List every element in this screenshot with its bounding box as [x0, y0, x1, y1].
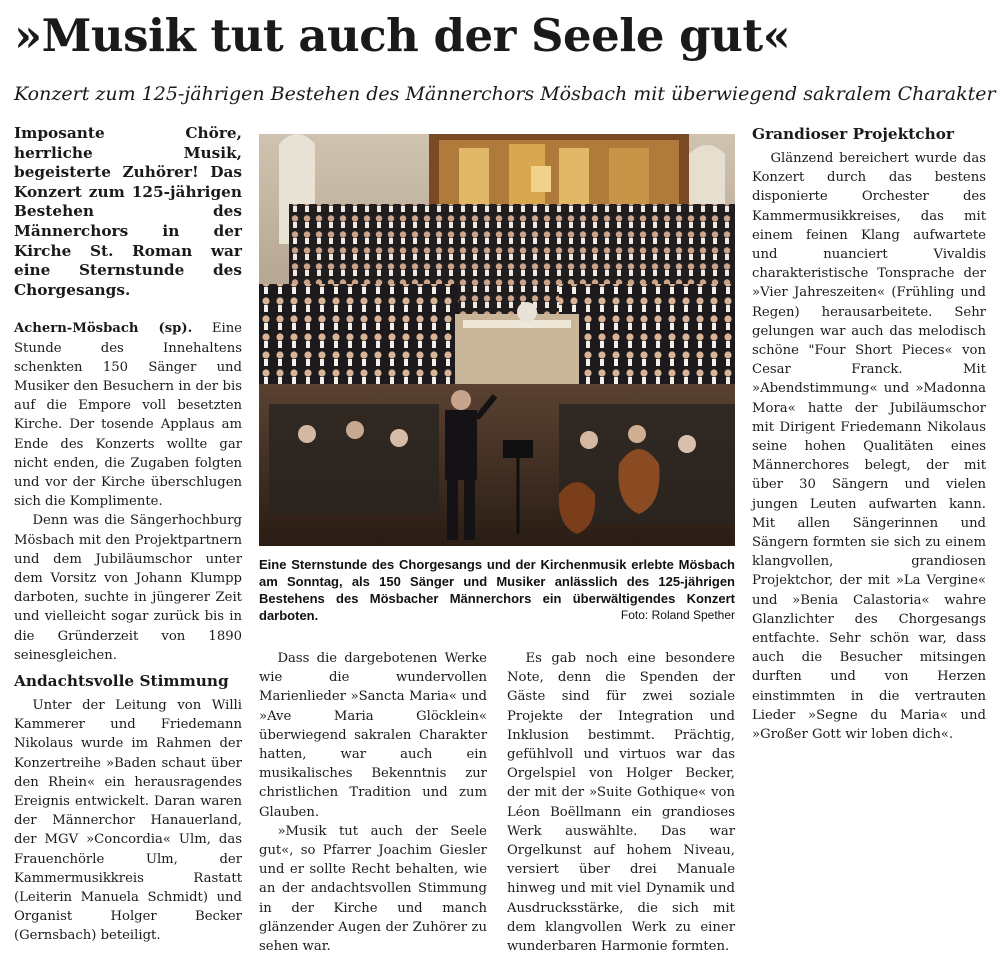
concert-photo: [259, 134, 735, 546]
paragraph-3: Unter der Leitung von Willi Kammerer und Friedemann Nikolaus wurde im Rahmen der Konzertreihe »Baden schaut über den Rhein« ein herausragendes Ereignis entwickelt. Daran waren der Männerchor Hanauerland, der MGV »Concordia« Ulm, das Frauenchörle Ulm, der Kammermusikkreis Rastatt (Leiterin Manuela Schmidt) und Organist Holger Becker (Gernsbach) beteiligt.: [14, 698, 242, 944]
article-column-4: [752, 124, 986, 874]
paragraph-1-text: Eine Stunde des Innehaltens schenkten 150 Sänger und Musiker den Besuchern in der bis auf die Empore voll besetzten Kirche. Der tosende Applaus am Ende des Konzerts wollte gar nicht enden, die Zugaben folgten und vor der Kirche überschlugen sich die Komplimente.: [14, 321, 242, 510]
lead-paragraph: Imposante Chöre, herrliche Musik, begeisterte Zuhörer! Das Konzert zum 125-jährigen Bestehen des Männerchors in der Kirche St. Roman war eine Sternstunde des Chorgesangs.: [14, 124, 242, 299]
photo-credit: Foto: Roland Spether: [620, 608, 735, 622]
paragraph-4: Dass die dargebotenen Werke wie die wundervollen Marienlieder »Sancta Maria« und »Ave Maria Glöcklein« überwiegend sakralen Charakter hatten, war auch ein musikalisches Bekenntnis zur christlichen Tradition und zum Glauben.: [259, 651, 487, 820]
photo-caption: [259, 556, 735, 624]
caption-text: Eine Sternstunde des Chorgesangs und der Kirchenmusik erlebte Mösbach am Sonntag, als 150 Sänger und Musiker anlässlich des 125-jährigen Bestehens des Mösbacher Männerchors ein überwältigendes Konzert darboten.: [259, 557, 735, 623]
subhead-andachtsvolle-stimmung: Andachtsvolle Stimmung: [14, 672, 229, 690]
paragraph-2: Denn was die Sängerhochburg Mösbach mit den Projektpartnern und dem Jubiläumschor unter dem Vorsitz von Johann Klumpp darboten, suchte in jüngerer Zeit und vielleicht sogar zurück bis in die Gründerzeit von 1890 seinesgleichen.: [14, 513, 242, 663]
paragraph-6: Es gab noch eine besondere Note, denn die Spenden der Gäste sind für zwei soziale Projekte der Integration und Inklusion bestimmt. Prächtig, gefühlvoll und virtuos war das Orgelspiel von Holger Becker, der mit der »Suite Gothique« von Léon Boëllmann ein grandioses Werk auswählte. Das war Orgelkunst auf hohem Niveau, versiert über drei Manuale hinweg und mit viel Dynamik und Ausdrucksstärke, die sich mit dem klangvollen Werk zu einer wunderbaren Harmonie formten.: [507, 651, 735, 955]
concert-photo-image: [259, 134, 735, 546]
subheadline: Konzert zum 125-jährigen Bestehen des Männerchors Mösbach mit überwiegend sakralem Charakter: [14, 83, 996, 105]
article-column-1: [14, 124, 242, 944]
article-column-2: [259, 649, 487, 955]
article-column-3: [507, 649, 735, 955]
dateline: Achern-Mösbach (sp).: [14, 321, 193, 337]
paragraph-1: [14, 319, 242, 511]
headline: »Musik tut auch der Seele gut«: [14, 9, 791, 62]
paragraph-7: Glänzend bereichert wurde das Konzert durch das bestens disponierte Orchester des Kammermusikkreises, das mit einem feinen Klang aufwartete und nuanciert Vivaldis charakteristische Tonsprache der »Vier Jahreszeiten« (Frühling und Regen) herausarbeitete. Sehr gelungen war auch das melodisch schöne "Four Short Pieces« von Cesar Franck. Mit »Abendstimmung« und »Madonna Mora« hatte der Jubiläumschor mit Dirigent Friedemann Nikolaus seine hohen Qualitäten eines Männerchores belegt, der mit über 30 Sängern und vielen jungen Leuten aufwarten kann. Mit allen Sängerinnen und Sängern formten sie sich zu einem klangvollen, grandiosen Projektchor, der mit »La Vergine« und »Benia Calastoria« wahre Glanzlichter des Chorgesangs entfachte. Sehr schön war, dass auch die Besucher mitsingen durften und von Herzen einstimmten in die vertrauten Lieder »Segne du Maria« und »Großer Gott wir loben dich«.: [752, 151, 986, 743]
subhead-grandioser-projektchor: Grandioser Projektchor: [752, 125, 954, 143]
paragraph-5: »Musik tut auch der Seele gut«, so Pfarrer Joachim Giesler und er sollte Recht behalten, wie an der andachtsvollen Stimmung in der Kirche und manch glänzender Augen der Zuhörer zu sehen war.: [259, 823, 487, 955]
